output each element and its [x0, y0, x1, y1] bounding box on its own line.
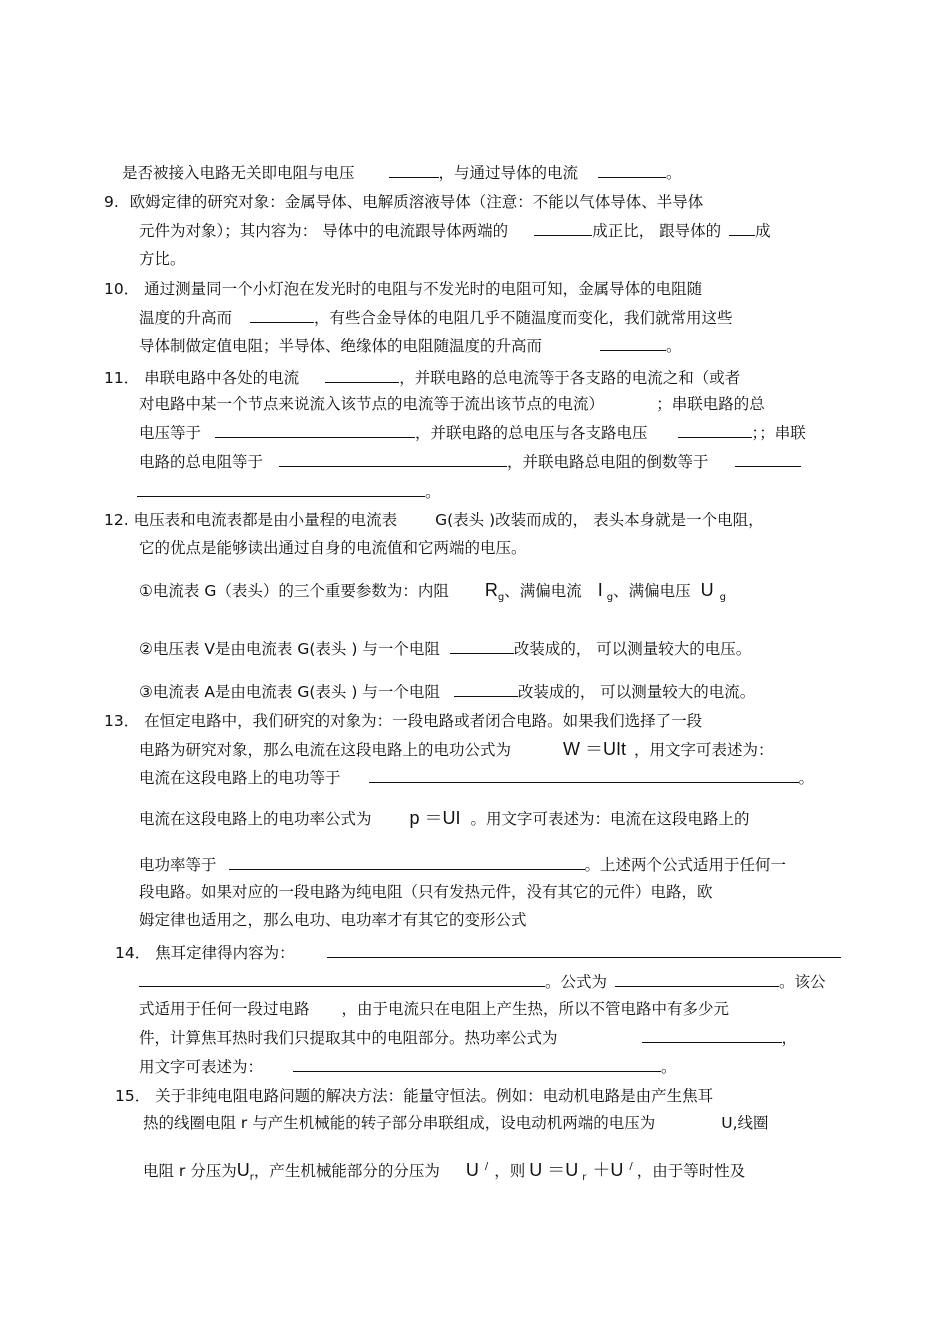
text-line: [143, 1113, 769, 1133]
symbol: R: [484, 580, 498, 600]
answer-blank: [327, 942, 841, 958]
text: 段电路。如果对应的一段电路为纯电阻（只有发热元件，没有其它的元件）电路，欧: [139, 883, 713, 901]
text: 电流在这段电路上的电功率公式为: [139, 810, 372, 828]
text: ，并联电路的总电压与各支路电压: [415, 424, 648, 442]
text-line: [139, 971, 826, 992]
text: 温度的升高而: [139, 309, 233, 327]
symbol: I: [597, 580, 603, 600]
text: 欧姆定律的研究对象：金属导体、电解质溶液导体（注意：不能以气体导体、半导体: [129, 193, 704, 211]
text: ，则: [494, 1162, 526, 1180]
text: 电阻 r 分压为: [143, 1162, 237, 1180]
answer-blank: [250, 307, 314, 323]
answer-blank: [279, 451, 507, 467]
text: ，与通过导体的电流: [438, 164, 579, 182]
text: 是否被接入电路无关即电阻与电压: [122, 164, 355, 182]
text: 、满偏电流: [504, 582, 582, 600]
subscript: g: [606, 592, 614, 603]
question-number: 15．: [115, 1087, 151, 1105]
answer-blank: [450, 638, 514, 654]
text: 成正比， 跟导体的: [592, 222, 722, 240]
text: 通过测量同一个小灯泡在发光时的电阻与不发光时的电阻可知，金属导体的电阻随: [144, 280, 703, 298]
text-line: [139, 580, 726, 608]
text: 方比。: [139, 250, 186, 268]
text: ，有些合金导体的电阻几乎不随温度而变化，我们就常用这些: [314, 309, 733, 327]
subscript: r: [249, 1172, 254, 1183]
text: 成: [755, 222, 771, 240]
text: ，产生机械能部分的分压为: [253, 1162, 440, 1180]
subscript: g: [497, 592, 505, 603]
text-line: [139, 638, 751, 659]
text: ②电压表 V是由电流表 G(表头 ) 与一个电阻: [139, 640, 440, 658]
text: 导体制做定值电阻；半导体、绝缘体的电阻随温度的升高而: [139, 337, 543, 355]
text-line: [139, 451, 801, 472]
text: 电功率等于: [139, 856, 217, 874]
subscript: g: [719, 592, 726, 603]
text-line: [139, 681, 755, 702]
answer-blank: [534, 220, 592, 236]
text: ，并联电路总电阻的倒数等于: [507, 453, 709, 471]
text: 。: [661, 1058, 677, 1076]
text-line: [139, 739, 774, 760]
text-line: [139, 910, 527, 930]
text: G(表头 )改装而成的， 表头本身就是一个电阻，: [435, 511, 764, 529]
text-line: [139, 249, 186, 269]
text-line: [143, 1157, 745, 1188]
answer-blank: [454, 681, 518, 697]
answer-blank: [598, 162, 666, 178]
text: 改装成的， 可以测量较大的电流。: [517, 683, 756, 701]
text-line: [139, 394, 765, 414]
question-number: 14．: [115, 944, 151, 962]
text: U,线圈: [721, 1114, 769, 1132]
symbol: U: [700, 580, 714, 600]
question-9: [104, 192, 703, 212]
text: ；；串联: [751, 424, 806, 442]
text-line: [139, 808, 750, 829]
text: ①电流表 G（表头）的三个重要参数为：内阻: [139, 582, 449, 600]
answer-blank: [615, 971, 779, 987]
text-line: [139, 307, 733, 328]
prime: /: [629, 1161, 633, 1172]
question-number: 13．: [104, 712, 140, 730]
formula: W ＝UIt: [563, 739, 627, 759]
answer-blank: [642, 1027, 782, 1043]
subscript: r: [582, 1172, 587, 1183]
answer-blank: [139, 971, 545, 987]
text: ，由于等时性及: [636, 1162, 746, 1180]
text-line: [137, 481, 441, 502]
text: 。用文字可表述为：电流在这段电路上的: [470, 810, 750, 828]
text: ；串联电路的总: [656, 395, 765, 413]
text-line: [139, 1056, 677, 1077]
text-line: [139, 538, 527, 558]
text: 电路为研究对象，那么电流在这段电路上的电功公式为: [139, 741, 512, 759]
text: 、满偏电压: [613, 582, 691, 600]
text: 在恒定电路中，我们研究的对象为：一段电路或者闭合电路。如果我们选择了一段: [144, 712, 703, 730]
question-14: [115, 942, 841, 963]
text: 件，计算焦耳热时我们只提取其中的电阻部分。热功率公式为: [139, 1029, 558, 1047]
text: ，: [781, 1029, 798, 1047]
text: 姆定律也适用之，那么电功、电功率才有其它的变形公式: [139, 911, 527, 929]
text: 。公式为: [545, 973, 608, 991]
question-11: [104, 367, 740, 388]
answer-blank: [293, 1056, 661, 1072]
text-line: [139, 335, 682, 356]
text: 热的线圈电阻 r 与产生机械能的转子部分串联组成，设电动机两端的电压为: [143, 1114, 656, 1132]
text: 改装成的， 可以测量较大的电压。: [513, 640, 752, 658]
symbol: U: [465, 1160, 479, 1180]
text: 元件为对象）；其内容为： 导体中的电流跟导体两端的: [139, 222, 509, 240]
formula: ＋U: [592, 1160, 624, 1180]
text: 电流在这段电路上的电功等于: [139, 769, 341, 787]
formula: p ＝UI: [409, 808, 461, 828]
text: 。上述两个公式适用于任何一: [584, 856, 787, 874]
text: 。: [798, 769, 815, 787]
answer-blank: [325, 367, 399, 383]
answer-blank: [389, 162, 439, 178]
answer-blank: [229, 854, 585, 870]
text: 串联电路中各处的电流: [144, 369, 300, 387]
question-number: 11．: [104, 369, 140, 387]
question-number: 9.: [104, 193, 119, 211]
text: ，由于电流只在电阻上产生热，所以不管电路中有多少元: [341, 1000, 730, 1018]
text: 对电路中某一个节点来说流入该节点的电流等于流出该节点的电流）: [139, 395, 597, 413]
text: 电压表和电流表都是由小量程的电流表: [133, 511, 398, 529]
question-12: [104, 510, 764, 530]
answer-blank: [137, 481, 425, 497]
formula: U ＝U: [529, 1160, 579, 1180]
answer-blank: [215, 422, 415, 438]
question-15: [115, 1086, 713, 1106]
text-line: [139, 422, 806, 443]
answer-blank: [600, 335, 666, 351]
answer-blank: [678, 422, 752, 438]
text: ，用文字可表述为：: [634, 741, 774, 759]
text-line: [139, 220, 771, 241]
answer-blank: [369, 767, 799, 783]
text: 。: [425, 483, 441, 501]
text: 用文字可表述为：: [139, 1058, 264, 1076]
text: 电路的总电阻等于: [139, 453, 264, 471]
text: 。: [666, 337, 682, 355]
text: 焦耳定律得内容为：: [155, 944, 295, 962]
text: ③电流表 A是由电流表 G(表头 ) 与一个电阻: [139, 683, 440, 701]
answer-blank: [735, 451, 801, 467]
question-number: 10．: [104, 280, 140, 298]
text: 。: [666, 164, 682, 182]
text: 它的优点是能够读出通过自身的电流值和它两端的电压。: [139, 539, 527, 557]
question-10: [104, 279, 702, 299]
symbol: U: [236, 1160, 250, 1180]
text-line: [122, 162, 682, 183]
text-line: [139, 767, 814, 788]
text-line: [139, 854, 786, 875]
answer-blank: [729, 220, 755, 236]
text-line: [139, 999, 729, 1019]
text: 。该公: [779, 973, 826, 991]
text: 关于非纯电阻电路问题的解决方法：能量守恒法。例如：电动机电路是由产生焦耳: [155, 1087, 714, 1105]
text-line: [139, 882, 713, 902]
prime: /: [484, 1161, 489, 1172]
text: ，并联电路的总电流等于各支路的电流之和（或者: [399, 369, 741, 387]
question-13: [104, 711, 702, 731]
question-number: 12.: [104, 511, 129, 529]
text: 电压等于: [139, 424, 202, 442]
text: 式适用于任何一段过电路: [139, 1000, 310, 1018]
text-line: [139, 1027, 797, 1048]
